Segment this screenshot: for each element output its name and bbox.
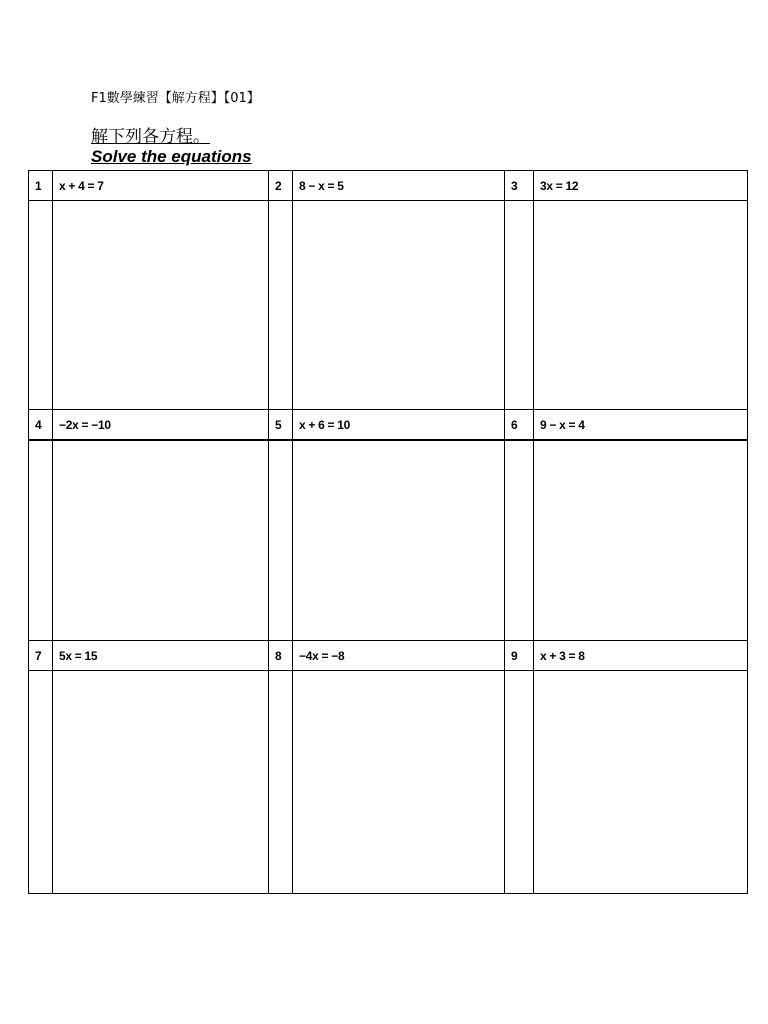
question-number: 2 [269, 171, 293, 201]
question-equation: 8 − x = 5 [293, 171, 505, 201]
question-number: 1 [29, 171, 53, 201]
answer-space[interactable] [53, 671, 269, 894]
answer-row-1 [29, 201, 748, 410]
answer-row-3 [29, 671, 748, 894]
question-number: 9 [505, 641, 534, 671]
question-number: 8 [269, 641, 293, 671]
answer-space[interactable] [534, 201, 748, 410]
question-equation: x + 3 = 8 [534, 641, 748, 671]
question-equation: −2x = −10 [53, 410, 269, 441]
answer-margin [269, 440, 293, 641]
question-row-3 [29, 641, 748, 671]
answer-row-2 [29, 440, 748, 641]
answer-margin [505, 201, 534, 410]
answer-space[interactable] [53, 440, 269, 641]
question-number: 4 [29, 410, 53, 441]
question-row-2 [29, 410, 748, 441]
answer-space[interactable] [534, 671, 748, 894]
equation-grid [28, 170, 748, 894]
instruction-english: Solve the equations [91, 147, 252, 166]
answer-margin [505, 671, 534, 894]
answer-space[interactable] [534, 440, 748, 641]
instruction-chinese: 解下列各方程。 [91, 127, 210, 147]
question-number: 6 [505, 410, 534, 441]
question-number: 3 [505, 171, 534, 201]
answer-margin [505, 440, 534, 641]
answer-space[interactable] [293, 201, 505, 410]
question-number: 5 [269, 410, 293, 441]
question-equation: x + 6 = 10 [293, 410, 505, 441]
question-equation: 5x = 15 [53, 641, 269, 671]
answer-space[interactable] [53, 201, 269, 410]
answer-margin [269, 671, 293, 894]
question-equation: −4x = −8 [293, 641, 505, 671]
answer-margin [29, 671, 53, 894]
question-row-1 [29, 171, 748, 201]
answer-space[interactable] [293, 671, 505, 894]
answer-space[interactable] [293, 440, 505, 641]
question-equation: 9 − x = 4 [534, 410, 748, 441]
answer-margin [29, 440, 53, 641]
question-number: 7 [29, 641, 53, 671]
worksheet-header: F1數學練習【解方程】【01】 [91, 91, 260, 106]
question-equation: x + 4 = 7 [53, 171, 269, 201]
question-equation: 3x = 12 [534, 171, 748, 201]
answer-margin [269, 201, 293, 410]
answer-margin [29, 201, 53, 410]
